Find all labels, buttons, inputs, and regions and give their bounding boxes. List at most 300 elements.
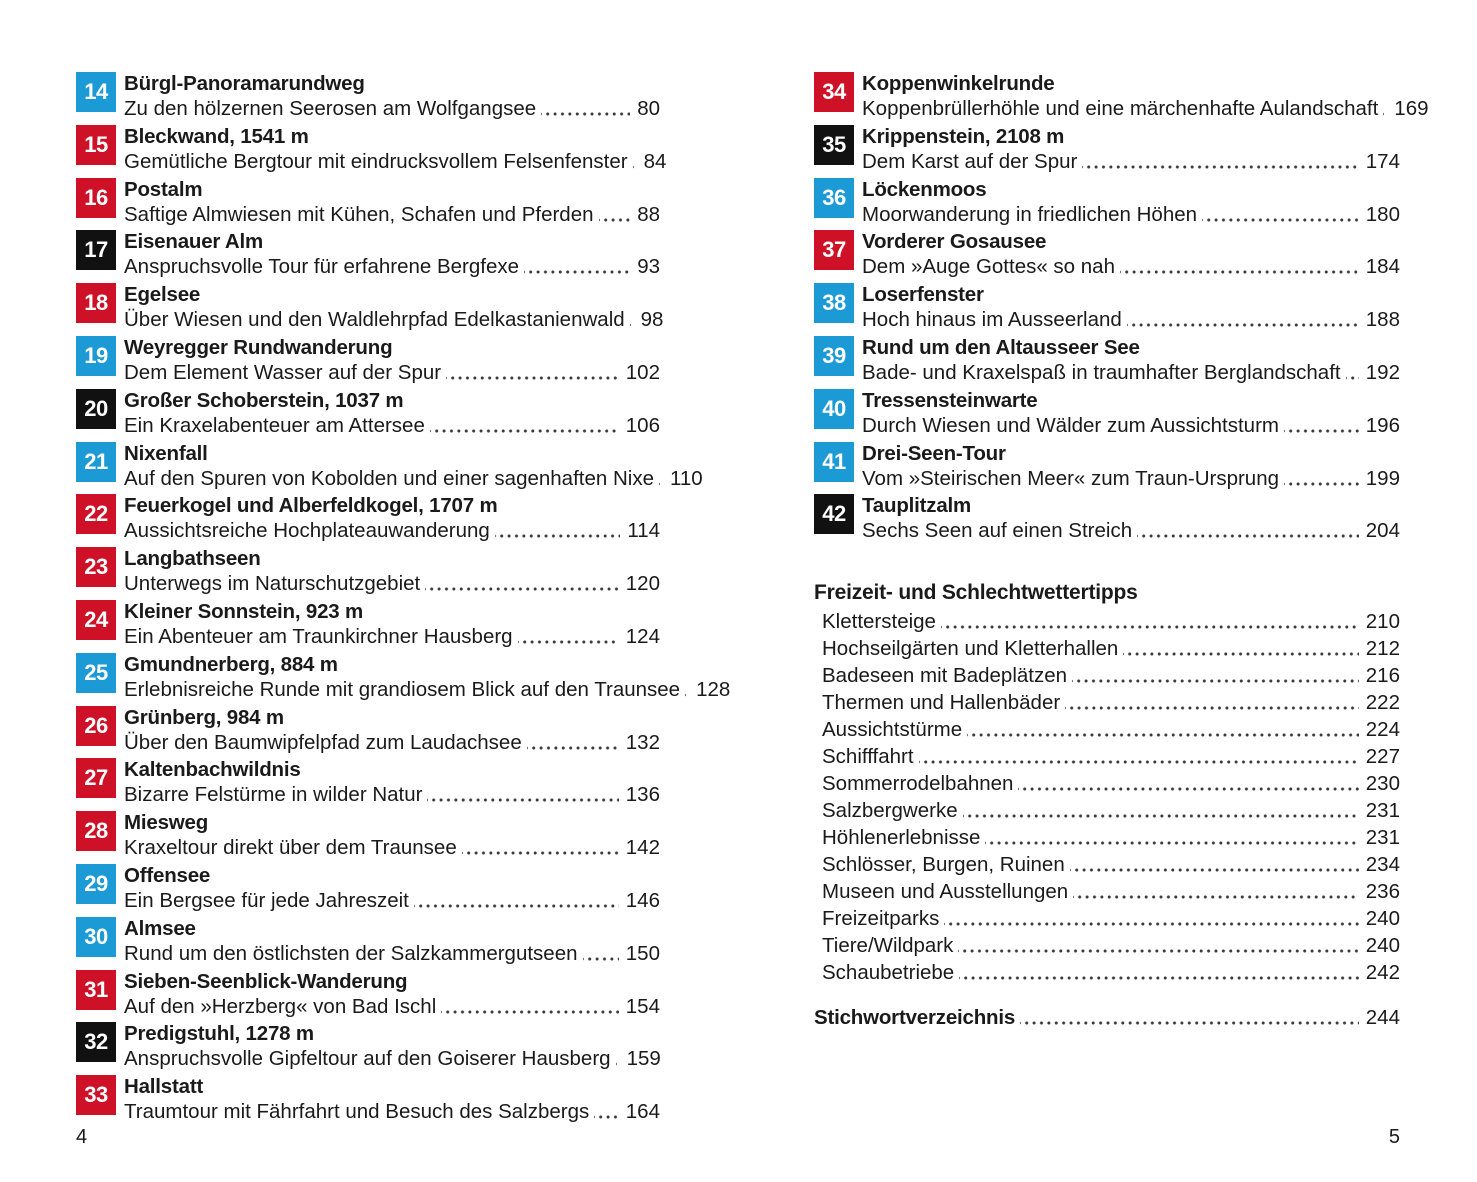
tour-subtitle-row — [124, 676, 731, 703]
tip-row — [814, 608, 1400, 635]
tip-page-number: 231 — [1365, 799, 1400, 823]
tip-label: Aussichtstürme — [822, 718, 963, 742]
tip-page-number: 234 — [1365, 853, 1400, 877]
dot-leader — [1123, 635, 1358, 662]
tip-row — [814, 959, 1400, 986]
dot-leader — [1284, 412, 1359, 439]
tip-row — [814, 662, 1400, 689]
tour-subtitle-row — [124, 781, 660, 808]
tour-subtitle-row — [124, 623, 660, 650]
tour-subtitle-row — [124, 993, 660, 1020]
tip-label: Schlösser, Burgen, Ruinen — [822, 853, 1065, 877]
dot-leader — [1127, 306, 1359, 333]
toc-entry-text — [862, 178, 1400, 231]
tour-subtitle: Ein Bergsee für jede Jahreszeit — [124, 888, 409, 912]
tour-subtitle: Sechs Seen auf einen Streich — [862, 519, 1133, 543]
tour-title: Langbathseen — [124, 547, 261, 571]
toc-entry-text — [124, 547, 660, 600]
tour-subtitle: Anspruchsvolle Gipfeltour auf den Goiserer Hausberg — [124, 1047, 611, 1071]
tour-number-badge: 14 — [76, 72, 116, 112]
toc-entry-text — [124, 864, 660, 917]
page-number-left: 4 — [76, 1126, 88, 1148]
tour-list-right — [814, 72, 1429, 547]
tour-subtitle: Dem Karst auf der Spur — [862, 149, 1078, 173]
tour-number-badge: 22 — [76, 494, 116, 534]
tip-page-number: 216 — [1365, 664, 1400, 688]
tour-subtitle: Dem Element Wasser auf der Spur — [124, 360, 442, 384]
tour-title: Almsee — [124, 916, 196, 940]
tour-subtitle-row — [124, 306, 664, 333]
tour-subtitle-row — [124, 412, 660, 439]
tip-page-number: 240 — [1365, 907, 1400, 931]
tour-page-number: 146 — [625, 888, 660, 912]
toc-entry — [814, 389, 1400, 442]
tour-subtitle: Dem »Auge Gottes« so nah — [862, 255, 1115, 279]
tip-page-number: 242 — [1365, 961, 1400, 985]
index-page-number: 244 — [1365, 1006, 1400, 1030]
tip-page-number: 222 — [1365, 691, 1400, 715]
index-row — [814, 1004, 1400, 1031]
tour-subtitle-row — [862, 201, 1400, 228]
dot-leader — [1346, 359, 1359, 386]
dot-leader — [1018, 770, 1358, 797]
tour-title: Weyregger Rundwanderung — [124, 335, 393, 359]
tip-row — [814, 797, 1400, 824]
dot-leader — [959, 959, 1359, 986]
tour-number-badge: 32 — [76, 1022, 116, 1062]
tour-subtitle: Traumtour mit Fährfahrt und Besuch des Salzbergs — [124, 1100, 590, 1124]
tour-page-number: 128 — [696, 677, 731, 701]
tour-page-number: 102 — [625, 360, 660, 384]
toc-entry-text — [124, 970, 660, 1023]
tour-subtitle-row — [862, 306, 1400, 333]
tip-label: Badeseen mit Badeplätzen — [822, 664, 1068, 688]
dot-leader — [527, 729, 619, 756]
tour-subtitle: Auf den Spuren von Kobolden und einer sagenhaften Nixe — [124, 466, 654, 490]
tour-number-badge: 18 — [76, 283, 116, 323]
tour-subtitle: Auf den »Herzberg« von Bad Ischl — [124, 994, 437, 1018]
dot-leader — [518, 623, 619, 650]
tour-page-number: 188 — [1365, 308, 1400, 332]
toc-entry-text — [862, 494, 1400, 547]
tour-title: Rund um den Altausseer See — [862, 335, 1140, 359]
tour-title: Kleiner Sonnstein, 923 m — [124, 599, 363, 623]
toc-entry — [814, 336, 1400, 389]
toc-entry-text — [124, 652, 731, 706]
dot-leader — [1065, 689, 1359, 716]
tour-title: Sieben-Seenblick-Wanderung — [124, 969, 408, 993]
dot-leader — [967, 716, 1359, 743]
toc-entry — [814, 125, 1400, 178]
toc-entry-text — [124, 124, 667, 178]
toc-entry-text — [862, 72, 1429, 125]
tour-subtitle-row — [124, 201, 660, 228]
tour-number-badge: 26 — [76, 706, 116, 746]
toc-entry-text — [862, 389, 1400, 442]
tour-title: Vorderer Gosausee — [862, 230, 1047, 254]
tour-number-badge: 24 — [76, 600, 116, 640]
toc-entry — [814, 72, 1429, 125]
tour-title: Bleckwand, 1541 m — [124, 124, 309, 148]
toc-entry-text — [124, 494, 660, 547]
toc-entry-text — [124, 600, 660, 653]
tour-number-badge: 27 — [76, 758, 116, 798]
tour-title: Bürgl-Panoramarundweg — [124, 72, 365, 95]
tour-page-number: 184 — [1365, 255, 1400, 279]
tour-subtitle-row — [862, 95, 1429, 122]
tour-subtitle: Gemütliche Bergtour mit eindrucksvollem Felsenfenster — [124, 149, 628, 173]
tour-title: Grünberg, 984 m — [124, 705, 284, 729]
tour-page-number: 150 — [625, 941, 660, 965]
toc-entry-text — [124, 336, 660, 389]
dot-leader — [524, 253, 630, 280]
tour-subtitle-row — [124, 95, 660, 122]
index-label: Stichwortverzeichnis — [814, 1006, 1016, 1030]
toc-entry-text — [124, 811, 660, 864]
tour-subtitle-row — [124, 253, 660, 280]
tour-page-number: 196 — [1365, 413, 1400, 437]
toc-entry — [76, 600, 660, 653]
toc-entry — [76, 864, 660, 917]
tip-label: Thermen und Hallenbäder — [822, 691, 1061, 715]
tour-subtitle: Rund um den östlichsten der Salzkammergutseen — [124, 941, 578, 965]
tip-label: Schifffahrt — [822, 745, 914, 769]
tip-label: Höhlenerlebnisse — [822, 826, 981, 850]
dot-leader — [1383, 95, 1387, 122]
tour-list-left — [76, 72, 731, 1128]
dot-leader — [1073, 878, 1359, 905]
dot-leader — [633, 148, 637, 175]
tour-page-number: 164 — [625, 1100, 660, 1124]
tour-page-number: 84 — [643, 149, 667, 173]
toc-entry — [76, 72, 660, 125]
tour-page-number: 159 — [626, 1047, 661, 1071]
tour-subtitle-row — [124, 1098, 660, 1125]
tour-page-number: 120 — [625, 572, 660, 596]
tour-subtitle-row — [124, 148, 667, 175]
tour-subtitle: Erlebnisreiche Runde mit grandiosem Blick auf den Traunsee — [124, 677, 681, 701]
tip-row — [814, 743, 1400, 770]
tour-subtitle: Über den Baumwipfelpfad zum Laudachsee — [124, 730, 522, 754]
tour-subtitle: Koppenbrüllerhöhle und eine märchenhafte Aulandschaft — [862, 97, 1379, 120]
tour-page-number: 199 — [1365, 466, 1400, 490]
tour-number-badge: 17 — [76, 230, 116, 270]
tour-page-number: 174 — [1365, 149, 1400, 173]
toc-entry-text — [862, 336, 1400, 389]
toc-entry — [76, 230, 660, 283]
toc-entry — [814, 283, 1400, 336]
toc-entry — [76, 811, 660, 864]
tour-title: Hallstatt — [124, 1075, 204, 1099]
dot-leader — [659, 465, 663, 492]
tour-number-badge: 23 — [76, 547, 116, 587]
tour-page-number: 180 — [1365, 202, 1400, 226]
tour-number-badge: 34 — [814, 72, 854, 112]
tour-subtitle: Zu den hölzernen Seerosen am Wolfgangsee — [124, 97, 537, 120]
tour-number-badge: 42 — [814, 494, 854, 534]
tour-page-number: 114 — [627, 519, 660, 543]
tour-page-number: 110 — [669, 466, 703, 490]
tip-page-number: 224 — [1365, 718, 1400, 742]
tip-page-number: 240 — [1365, 934, 1400, 958]
tour-subtitle: Moorwanderung in friedlichen Höhen — [862, 202, 1198, 226]
tour-number-badge: 19 — [76, 336, 116, 376]
dot-leader — [1120, 253, 1359, 280]
tour-subtitle: Vom »Steirischen Meer« zum Traun-Ursprung — [862, 466, 1280, 490]
tip-label: Museen und Ausstellungen — [822, 880, 1069, 904]
tour-page-number: 106 — [625, 413, 660, 437]
tip-label: Sommerrodelbahnen — [822, 772, 1014, 796]
tip-row — [814, 878, 1400, 905]
dot-leader — [1137, 517, 1359, 544]
tour-subtitle: Kraxeltour direkt über dem Traunsee — [124, 836, 457, 860]
toc-entry-text — [862, 442, 1400, 495]
dot-leader — [919, 743, 1359, 770]
tour-number-badge: 25 — [76, 653, 116, 693]
tip-label: Schaubetriebe — [822, 961, 955, 985]
tour-subtitle-row — [862, 465, 1400, 492]
tour-title: Koppenwinkelrunde — [862, 72, 1055, 95]
tip-row — [814, 824, 1400, 851]
tip-row — [814, 851, 1400, 878]
tour-subtitle-row — [124, 517, 660, 544]
tour-title: Miesweg — [124, 811, 209, 835]
tour-number-badge: 29 — [76, 864, 116, 904]
tip-label: Klettersteige — [822, 610, 936, 634]
tour-title: Kaltenbachwildnis — [124, 758, 301, 782]
tour-subtitle: Ein Kraxelabenteuer am Attersee — [124, 413, 425, 437]
tour-page-number: 88 — [637, 202, 660, 226]
toc-entry — [814, 442, 1400, 495]
tour-title: Drei-Seen-Tour — [862, 441, 1006, 465]
tip-page-number: 231 — [1365, 826, 1400, 850]
toc-entry-text — [862, 230, 1400, 283]
dot-leader — [594, 1098, 619, 1125]
tour-title: Nixenfall — [124, 441, 208, 465]
tip-page-number: 236 — [1365, 880, 1400, 904]
tour-subtitle-row — [124, 729, 660, 756]
tip-label: Salzbergwerke — [822, 799, 958, 823]
dot-leader — [985, 824, 1358, 851]
page-number-right: 5 — [1388, 1126, 1400, 1148]
tip-row — [814, 905, 1400, 932]
tour-title: Eisenauer Alm — [124, 230, 264, 254]
toc-entry — [76, 178, 660, 231]
tip-page-number: 210 — [1365, 610, 1400, 634]
tour-subtitle: Ein Abenteuer am Traunkirchner Hausberg — [124, 624, 513, 648]
tour-page-number: 80 — [637, 97, 660, 120]
tour-subtitle-row — [124, 887, 660, 914]
toc-entry — [76, 706, 660, 759]
toc-entry — [76, 970, 660, 1023]
tour-subtitle: Über Wiesen und den Waldlehrpfad Edelkastanienwald — [124, 308, 625, 332]
tip-page-number: 212 — [1365, 637, 1400, 661]
tour-title: Tauplitzalm — [862, 494, 972, 518]
tour-subtitle-row — [124, 834, 660, 861]
tip-page-number: 230 — [1365, 772, 1400, 796]
tour-page-number: 93 — [637, 255, 660, 279]
tour-number-badge: 38 — [814, 283, 854, 323]
tour-number-badge: 15 — [76, 125, 116, 165]
dot-leader — [616, 1045, 620, 1072]
tour-number-badge: 37 — [814, 230, 854, 270]
tour-subtitle: Saftige Almwiesen mit Kühen, Schafen und Pferden — [124, 202, 594, 226]
tour-title: Gmundnerberg, 884 m — [124, 652, 338, 676]
toc-entry-text — [124, 758, 660, 811]
tour-page-number: 142 — [625, 836, 660, 860]
tour-title: Krippenstein, 2108 m — [862, 124, 1065, 148]
tour-title: Feuerkogel und Alberfeldkogel, 1707 m — [124, 494, 498, 518]
tour-page-number: 124 — [625, 624, 660, 648]
dot-leader — [495, 517, 621, 544]
toc-entry-text — [124, 230, 660, 283]
tour-number-badge: 21 — [76, 442, 116, 482]
tour-number-badge: 30 — [76, 917, 116, 957]
dot-leader — [583, 940, 619, 967]
tip-page-number: 227 — [1365, 745, 1400, 769]
tour-title: Predigstuhl, 1278 m — [124, 1022, 314, 1046]
tour-number-badge: 39 — [814, 336, 854, 376]
tour-number-badge: 20 — [76, 389, 116, 429]
toc-entry — [814, 494, 1400, 547]
dot-leader — [685, 676, 689, 703]
tour-page-number: 204 — [1365, 519, 1400, 543]
toc-entry — [76, 547, 660, 600]
tour-number-badge: 40 — [814, 389, 854, 429]
tour-number-badge: 33 — [76, 1075, 116, 1115]
toc-entry — [76, 389, 660, 442]
dot-leader — [541, 95, 630, 122]
tour-subtitle: Hoch hinaus im Ausseerland — [862, 308, 1122, 332]
tip-label: Hochseilgärten und Kletterhallen — [822, 637, 1119, 661]
tour-title: Loserfenster — [862, 283, 984, 307]
toc-entry — [76, 441, 703, 495]
tour-page-number: 154 — [625, 994, 660, 1018]
tour-number-badge: 28 — [76, 811, 116, 851]
toc-entry-text — [124, 1075, 660, 1128]
toc-entry-text — [124, 441, 703, 495]
tour-page-number: 136 — [625, 783, 660, 807]
toc-entry-text — [124, 72, 660, 125]
toc-entry-text — [124, 178, 660, 231]
tour-page-number: 132 — [625, 730, 660, 754]
toc-entry-text — [862, 125, 1400, 178]
tour-subtitle: Unterwegs im Naturschutzgebiet — [124, 572, 421, 596]
tour-title: Postalm — [124, 177, 203, 201]
tour-title: Großer Schoberstein, 1037 m — [124, 388, 404, 412]
toc-entry — [76, 336, 660, 389]
toc-entry-text — [124, 706, 660, 759]
toc-entry — [76, 1075, 660, 1128]
toc-entry-text — [124, 283, 664, 336]
dot-leader — [462, 834, 619, 861]
tour-subtitle-row — [124, 359, 660, 386]
tour-subtitle: Aussichtsreiche Hochplateauwanderung — [124, 519, 490, 543]
tour-subtitle-row — [862, 253, 1400, 280]
tour-title: Löckenmoos — [862, 177, 987, 201]
dot-leader — [1082, 148, 1358, 175]
dot-leader — [599, 201, 631, 228]
toc-entry-text — [862, 283, 1400, 336]
tour-subtitle-row — [124, 465, 703, 492]
dot-leader — [958, 932, 1358, 959]
tour-number-badge: 35 — [814, 125, 854, 165]
tour-subtitle-row — [124, 940, 660, 967]
tour-subtitle-row — [862, 148, 1400, 175]
toc-page-left — [76, 72, 731, 1148]
tip-row — [814, 716, 1400, 743]
tour-number-badge: 36 — [814, 178, 854, 218]
tour-number-badge: 41 — [814, 442, 854, 482]
dot-leader — [430, 412, 619, 439]
toc-entry — [76, 494, 660, 547]
dot-leader — [944, 905, 1358, 932]
tip-label: Tiere/Wildpark — [822, 934, 954, 958]
dot-leader — [446, 359, 619, 386]
dot-leader — [427, 781, 618, 808]
toc-entry-text — [124, 917, 660, 970]
tip-row — [814, 932, 1400, 959]
tip-row — [814, 689, 1400, 716]
dot-leader — [1070, 851, 1359, 878]
toc-entry-text — [124, 389, 660, 442]
toc-entry — [814, 178, 1400, 231]
tips-list — [814, 608, 1400, 986]
tour-number-badge: 16 — [76, 178, 116, 218]
dot-leader — [1202, 201, 1359, 228]
tour-subtitle-row — [862, 412, 1400, 439]
dot-leader — [963, 797, 1359, 824]
dot-leader — [425, 570, 619, 597]
dot-leader — [941, 608, 1359, 635]
toc-entry — [814, 230, 1400, 283]
tour-subtitle-row — [862, 359, 1400, 386]
toc-entry — [76, 652, 731, 706]
tour-page-number: 169 — [1394, 97, 1429, 120]
tip-label: Freizeitparks — [822, 907, 940, 931]
tour-subtitle-row — [862, 517, 1400, 544]
tour-page-number: 98 — [640, 308, 664, 332]
tip-row — [814, 635, 1400, 662]
tour-subtitle: Anspruchsvolle Tour für erfahrene Bergfexe — [124, 255, 520, 279]
tour-title: Tressensteinwarte — [862, 388, 1038, 412]
toc-entry — [76, 283, 664, 336]
tips-heading: Freizeit- und Schlechtwettertipps — [814, 581, 1138, 605]
tour-subtitle-row — [124, 1045, 660, 1072]
toc-entry — [76, 917, 660, 970]
tour-title: Offensee — [124, 863, 211, 887]
tour-title: Egelsee — [124, 283, 201, 307]
tour-subtitle: Bade- und Kraxelspaß in traumhafter Berglandschaft — [862, 360, 1341, 384]
tip-row — [814, 770, 1400, 797]
toc-entry-text — [124, 1022, 660, 1075]
dot-leader — [414, 887, 619, 914]
dot-leader — [1072, 662, 1359, 689]
toc-entry — [76, 758, 660, 811]
tour-subtitle: Durch Wiesen und Wälder zum Aussichtsturm — [862, 413, 1279, 437]
dot-leader — [630, 306, 634, 333]
toc-entry — [76, 1022, 660, 1075]
dot-leader — [1284, 465, 1359, 492]
tour-page-number: 192 — [1365, 360, 1400, 384]
toc-entry — [76, 124, 667, 178]
dot-leader — [1020, 1004, 1359, 1031]
dot-leader — [441, 993, 619, 1020]
tour-subtitle-row — [124, 570, 660, 597]
toc-page-right — [814, 72, 1429, 1148]
tour-subtitle: Bizarre Felstürme in wilder Natur — [124, 783, 423, 807]
tour-number-badge: 31 — [76, 970, 116, 1010]
